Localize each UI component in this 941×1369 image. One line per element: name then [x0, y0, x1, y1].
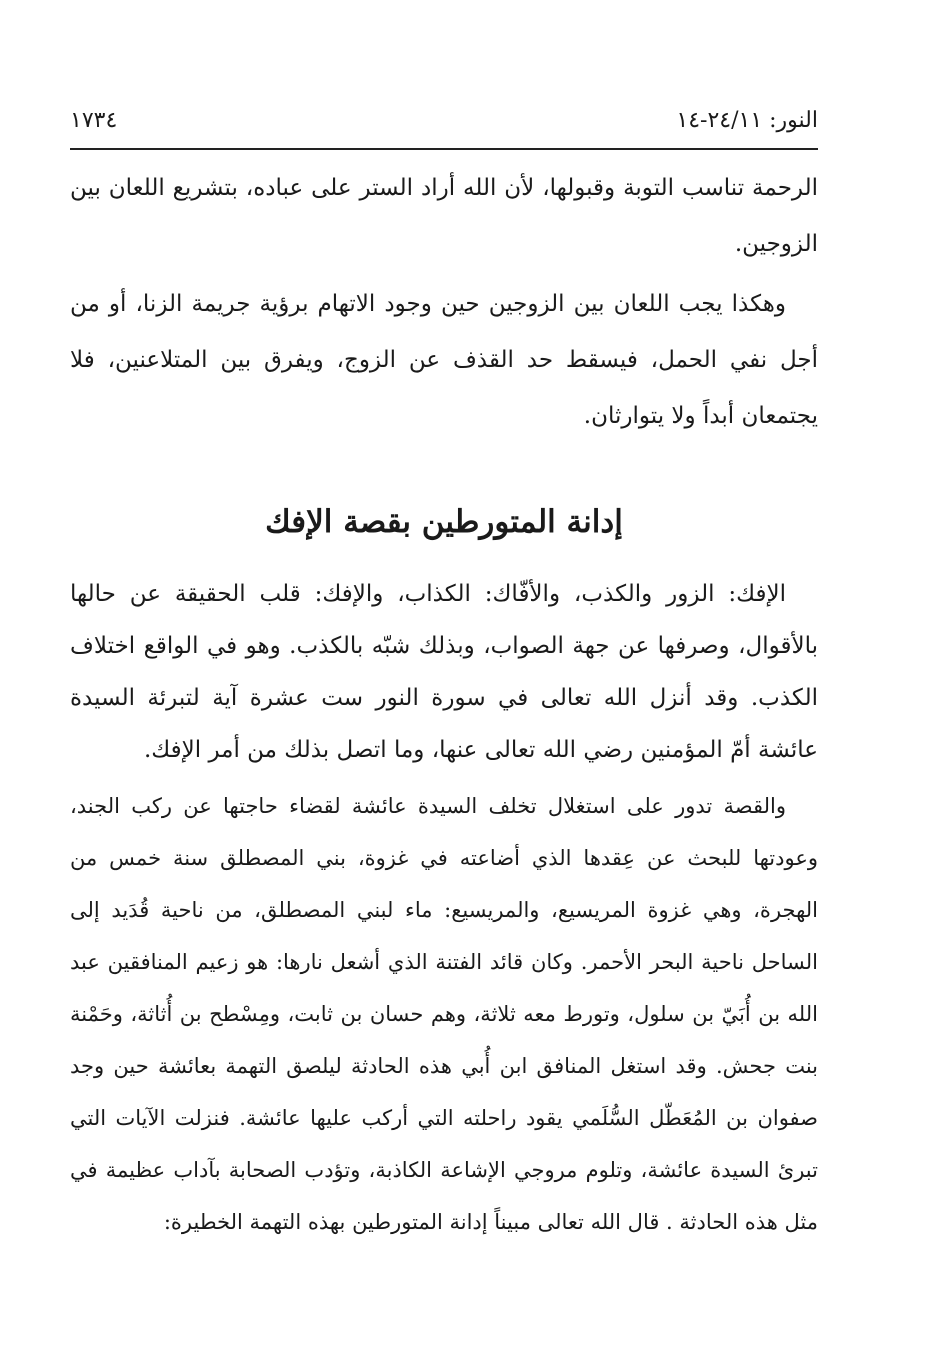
header-divider	[70, 148, 818, 150]
section-title: إدانة المتورطين بقصة الإفك	[265, 504, 623, 540]
surah-reference: النور: ٢٤/١١-١٤	[676, 107, 818, 133]
paragraph-ifk-story: والقصة تدور على استغلال تخلف السيدة عائشة لقضاء حاجتها عن ركب الجند، وعودتها للبحث عن عِقدها الذي أضاعته في غزوة، بني المصطلق سنة خمس من الهجرة، وهي غزوة المريسيع، والمريسيع: ماء لبني المصطلق، من ناحية قُدَيد إلى الساحل ناحية البحر الأحمر. وكان قائد الفتنة الذي أشعل نارها: هو زعيم المنافقين عبد الله بن أُبَيّ بن سلول، وتورط معه ثلاثة، وهم حسان بن ثابت، ومِسْطح بن أُثاثة، وحَمْنة بنت جحش. وقد استغل المنافق ابن أُبي هذه الحادثة ليلصق التهمة بعائشة حين وجد صفوان بن المُعَطّل السُّلَمي يقود راحلته التي أركب عليها عائشة. فنزلت الآيات التي تبرئ السيدة عائشة، وتلوم مروجي الإشاعة الكاذبة، وتؤدب الصحابة بآداب عظيمة في مثل هذه الحادثة . قال الله تعالى مبيناً إدانة المتورطين بهذه التهمة الخطيرة:	[70, 794, 818, 1234]
paragraph-ifk-definition: الإفك: الزور والكذب، والأفّاك: الكذاب، والإفك: قلب الحقيقة عن حالها بالأقوال، وصرفها عن جهة الصواب، وبذلك شبّه بالكذب. وهو في الواقع اختلاف الكذب. وقد أنزل الله تعالى في سورة النور ست عشرة آية لتبرئة السيدة عائشة أمّ المؤمنين رضي الله تعالى عنها، وما اتصل بذلك من أمر الإفك.	[70, 581, 818, 763]
paragraph-intro: الرحمة تناسب التوبة وقبولها، لأن الله أراد الستر على عباده، بتشريع اللعان بين الزوجين.	[70, 175, 818, 257]
page-number: ١٧٣٤	[70, 107, 118, 133]
paragraph-lian-summary: وهكذا يجب اللعان بين الزوجين حين وجود الاتهام برؤية جريمة الزنا، أو من أجل نفي الحمل، فيسقط حد القذف عن الزوج، ويفرق بين المتلاعنين، فلا يجتمعان أبداً ولا يتوارثان.	[70, 291, 818, 429]
book-page	[70, 0, 818, 1369]
page-header	[70, 100, 818, 140]
